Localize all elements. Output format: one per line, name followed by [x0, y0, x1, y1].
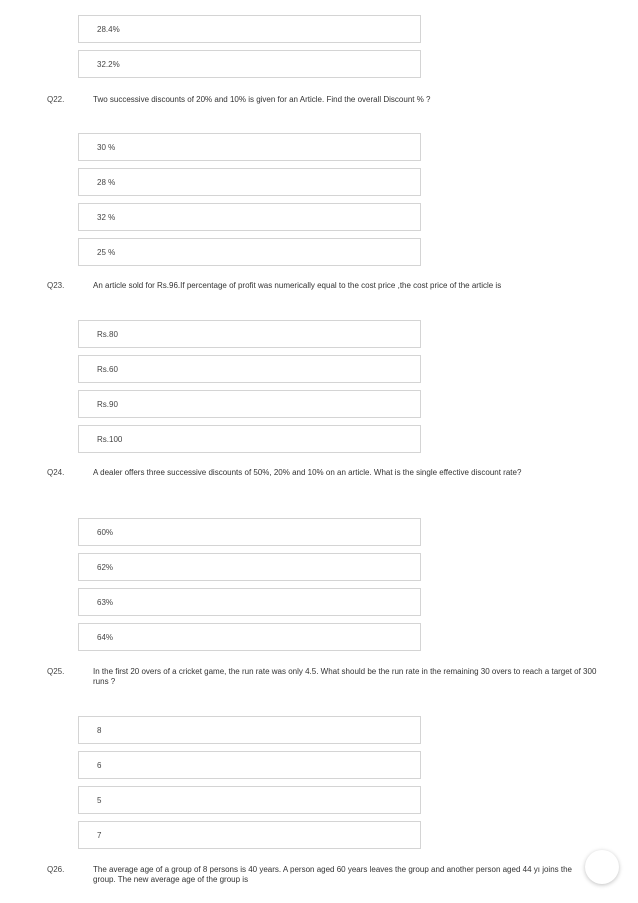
question-number-q24: Q24. [47, 468, 65, 477]
option-label: 30 % [97, 143, 116, 152]
option-label: 6 [97, 761, 102, 770]
question-text-q22: Two successive discounts of 20% and 10% is given for an Article. Find the overall Discount % ? [93, 95, 431, 104]
option-label: 63% [97, 598, 114, 607]
option-label: Rs.80 [97, 330, 118, 339]
option-q23-b[interactable] [78, 355, 421, 383]
question-number-q26: Q26. [47, 865, 65, 874]
option-q22-d[interactable] [78, 238, 421, 266]
option-label: 5 [97, 796, 102, 805]
option-q24-b[interactable] [78, 553, 421, 581]
question-text-q23: An article sold for Rs.96.If percentage of profit was numerically equal to the cost price ,the cost price of the article is [93, 281, 502, 290]
question-text-q25: In the first 20 overs of a cricket game, the run rate was only 4.5. What should be the run rate in the remaining 30 overs to reach a target of 300 runs ? [93, 667, 597, 686]
question-number-q22: Q22. [47, 95, 65, 104]
option-q25-c[interactable] [78, 786, 421, 814]
option-label: Rs.100 [97, 435, 123, 444]
option-label: 32 % [97, 213, 116, 222]
option-prev-2[interactable] [78, 50, 421, 78]
option-label: Rs.90 [97, 400, 118, 409]
option-q22-c[interactable] [78, 203, 421, 231]
question-number-q25: Q25. [47, 667, 65, 676]
option-label: 25 % [97, 248, 116, 257]
question-text-q24: A dealer offers three successive discounts of 50%, 20% and 10% on an article. What is the single effective discount rate? [93, 468, 522, 477]
option-q24-a[interactable] [78, 518, 421, 546]
option-q23-a[interactable] [78, 320, 421, 348]
option-q23-d[interactable] [78, 425, 421, 453]
option-q23-c[interactable] [78, 390, 421, 418]
option-label: 64% [97, 633, 114, 642]
option-q25-a[interactable] [78, 716, 421, 744]
option-q25-b[interactable] [78, 751, 421, 779]
option-q24-c[interactable] [78, 588, 421, 616]
option-label: 8 [97, 726, 102, 735]
option-q24-d[interactable] [78, 623, 421, 651]
floating-action-button[interactable] [585, 850, 619, 884]
question-text-q26: The average age of a group of 8 persons is 40 years. A person aged 60 years leaves the group and another person aged 44 yı joins the group. The new average age of the group is [93, 865, 572, 884]
option-label: 28.4% [97, 25, 120, 34]
option-label: Rs.60 [97, 365, 118, 374]
option-label: 60% [97, 528, 114, 537]
option-q22-b[interactable] [78, 168, 421, 196]
option-label: 7 [97, 831, 102, 840]
option-label: 32.2% [97, 60, 120, 69]
option-label: 62% [97, 563, 114, 572]
option-q25-d[interactable] [78, 821, 421, 849]
option-label: 28 % [97, 178, 116, 187]
option-q22-a[interactable] [78, 133, 421, 161]
question-number-q23: Q23. [47, 281, 65, 290]
option-prev-1[interactable] [78, 15, 421, 43]
